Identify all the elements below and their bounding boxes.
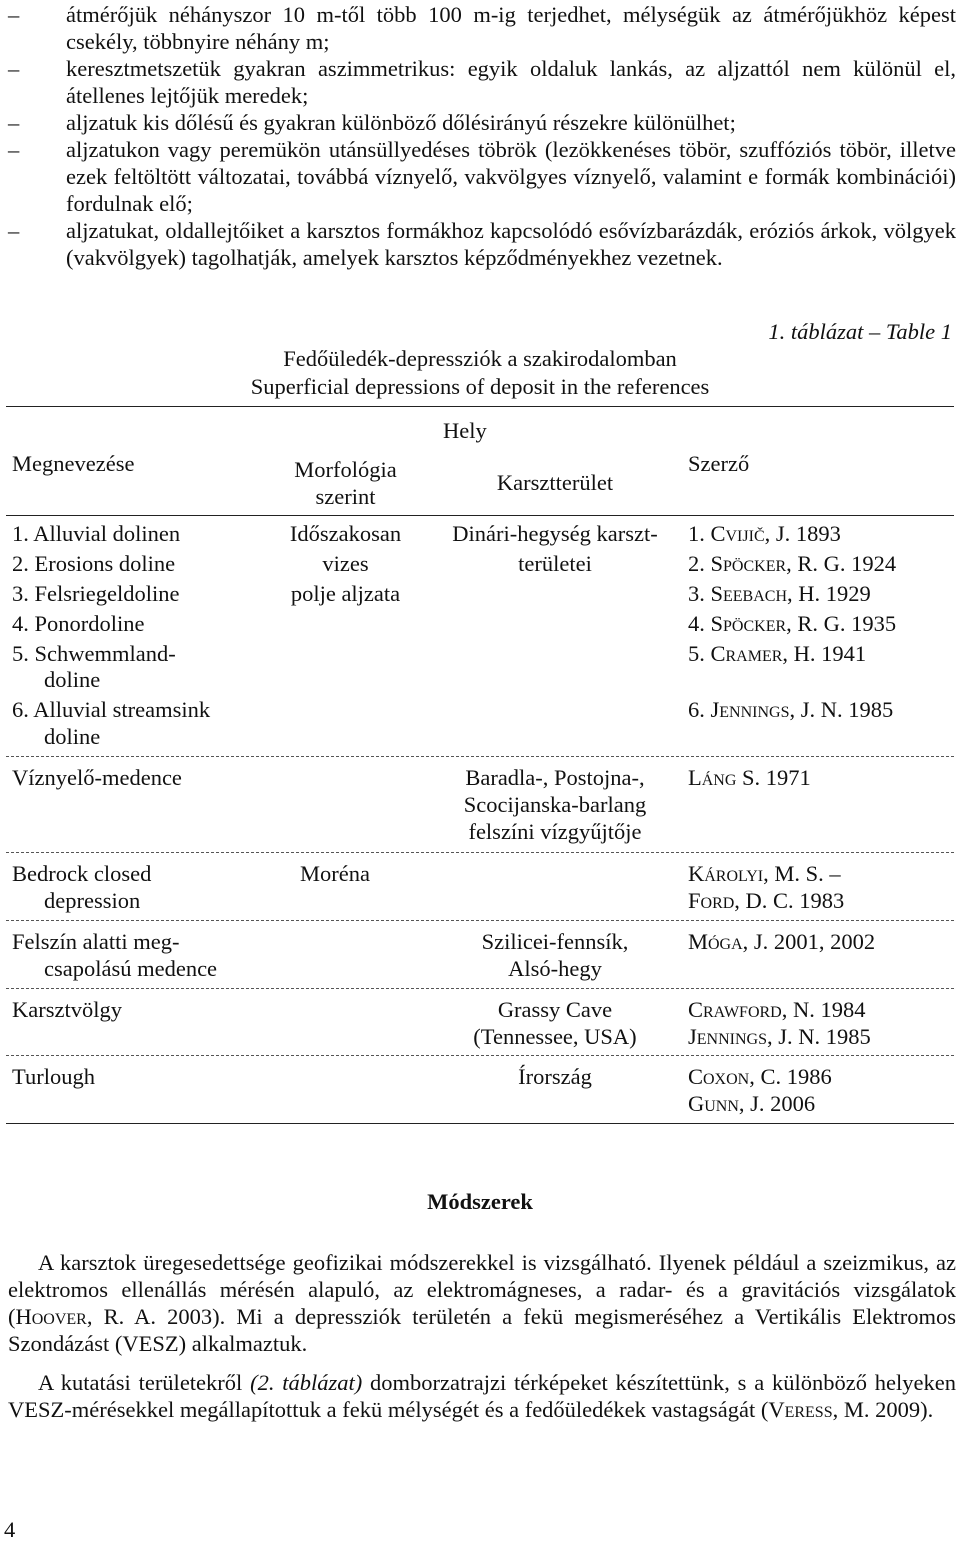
- list-item-text: keresztmetszetük gyakran aszimmetrikus: egyik oldaluk lankás, az aljzattól nem különül el, átellenes lejtőjük meredek;: [66, 56, 956, 108]
- author-cell: 4. Spöcker, R. G. 1935: [688, 611, 897, 636]
- header-morphology: Morfológia: [294, 457, 397, 482]
- author-cell: Láng S. 1971: [688, 765, 811, 790]
- author-cell: 3. Seebach, H. 1929: [688, 581, 871, 606]
- author-cell: Jennings, J. N. 1985: [688, 1024, 871, 1049]
- name-cell: csapolású medence: [44, 956, 218, 981]
- list-dash: –: [8, 218, 20, 243]
- karst-cell: Szilicei-fennsík,: [481, 929, 629, 954]
- paragraph: A karsztok üregesedettsége geofizikai módszerekkel is vizsgálható. Ilyenek például a szeizmikus, az elektromos ellenállás mérésén alapuló, az elektromágneses, a radar- és a gravitációs vizsgálatok (Hoover, R. A. 2003). Mi a depressziók területén a fekü megismeréséhez a Vertikális Elektromos Szondázást (VESZ) alkalmaztuk.: [8, 1250, 956, 1356]
- list-dash: –: [8, 2, 20, 27]
- name-cell: depression: [44, 888, 141, 913]
- table-bottom-rule: [6, 1123, 954, 1124]
- author-cell: Ford, D. C. 1983: [688, 888, 845, 913]
- row-divider: [6, 920, 954, 921]
- section-title: Módszerek: [427, 1189, 533, 1214]
- author-cell: Coxon, C. 1986: [688, 1064, 832, 1089]
- morphology-cell: polje aljzata: [290, 581, 401, 606]
- list-item: [8, 217, 956, 271]
- header-place: Hely: [443, 418, 487, 443]
- name-cell: 5. Schwemmland-: [12, 641, 176, 666]
- list-item: [8, 1, 956, 55]
- header-morphology-2: szerint: [315, 484, 376, 509]
- list-dash: –: [8, 110, 20, 135]
- list-item: [8, 55, 956, 109]
- author-cell: 1. Cvijič, J. 1893: [688, 521, 841, 546]
- list-item-text: aljzatukat, oldallejtőiket a karsztos formákhoz kapcsolódó esővízbarázdák, eróziós árkok, völgyek (vakvölgyek) tagolhatják, amelyek karsztos képződményekhez vezetnek.: [66, 218, 956, 270]
- karst-cell: Írország: [518, 1064, 592, 1089]
- name-cell: Víznyelő-medence: [12, 765, 182, 790]
- author-cell: 5. Cramer, H. 1941: [688, 641, 867, 666]
- author-cell: Crawford, N. 1984: [688, 997, 866, 1022]
- list-dash: –: [8, 56, 20, 81]
- name-cell: Karsztvölgy: [12, 997, 122, 1022]
- list-item-text: átmérőjük néhányszor 10 m-től több 100 m-ig terjedhet, mélységük az átmérőjükhöz képest csekély, többnyire néhány m;: [66, 2, 956, 54]
- karst-cell: Alsó-hegy: [508, 956, 602, 981]
- morphology-cell: Moréna: [300, 861, 370, 886]
- list-item-text: aljzatuk kis dőlésű és gyakran különböző dőlésirányú részekre különülhet;: [66, 110, 736, 135]
- name-cell: doline: [44, 724, 101, 749]
- name-cell: 6. Alluvial streamsink: [12, 697, 211, 722]
- header-rule: [6, 515, 954, 516]
- karst-cell: felszíni vízgyűjtője: [468, 819, 642, 844]
- name-cell: Bedrock closed: [12, 861, 152, 886]
- name-cell: 2. Erosions doline: [12, 551, 176, 576]
- author-cell: 6. Jennings, J. N. 1985: [688, 697, 894, 722]
- name-cell: Felszín alatti meg-: [12, 929, 180, 954]
- name-cell: 3. Felsriegeldoline: [12, 581, 180, 606]
- row-divider: [6, 1055, 954, 1056]
- name-cell: doline: [44, 667, 101, 692]
- author-cell: Móga, J. 2001, 2002: [688, 929, 876, 954]
- list-item: [8, 109, 956, 136]
- table-label: 1. táblázat – Table 1: [768, 319, 952, 344]
- list-item: [8, 136, 956, 217]
- table-caption-en: Superficial depressions of deposit in the references: [250, 374, 710, 399]
- header-author: Szerző: [688, 451, 750, 476]
- name-cell: 1. Alluvial dolinen: [12, 521, 181, 546]
- list-item-text: aljzatukon vagy peremükön utánsüllyedéses töbrök (lezökkenéses töbör, szuffóziós töbör, illetve ezek feltöltött változatai, továbbá víznyelő, vakvölgyes víznyelő, valamint e formák kombinációi) fordulnak elő;: [66, 137, 956, 216]
- karst-cell: (Tennessee, USA): [473, 1024, 637, 1049]
- page-number: 4: [4, 1517, 16, 1542]
- morphology-cell: Időszakosan: [289, 521, 402, 546]
- header-karst-area: Karsztterület: [496, 470, 614, 495]
- table-top-rule: [6, 406, 954, 407]
- header-name: Megnevezése: [12, 451, 135, 476]
- karst-cell: Scocijanska-barlang: [463, 792, 647, 817]
- bullet-list: [8, 1, 956, 271]
- karst-cell: területei: [518, 551, 592, 576]
- author-cell: Gunn, J. 2006: [688, 1091, 816, 1116]
- author-cell: 2. Spöcker, R. G. 1924: [688, 551, 897, 576]
- karst-cell: Baradla-, Postojna-,: [465, 765, 645, 790]
- name-cell: Turlough: [12, 1064, 95, 1089]
- karst-cell: Grassy Cave: [497, 997, 613, 1022]
- morphology-cell: vizes: [322, 551, 369, 576]
- name-cell: 4. Ponordoline: [12, 611, 145, 636]
- row-divider: [6, 852, 954, 853]
- karst-cell: Dinári-hegység karszt-: [452, 521, 658, 546]
- table-caption-hu: Fedőüledék-depressziók a szakirodalomban: [283, 346, 677, 371]
- paragraph: A kutatási területekről (2. táblázat) domborzatrajzi térképeket készítettünk, s a különböző helyeken VESZ-mérésekkel megállapítottuk a fekü mélységét és a fedőüledékek vastagságát (Veress, M. 2009).: [8, 1370, 956, 1422]
- list-dash: –: [8, 137, 20, 162]
- row-divider: [6, 988, 954, 989]
- author-cell: Károlyi, M. S. –: [688, 861, 841, 886]
- row-divider: [6, 756, 954, 757]
